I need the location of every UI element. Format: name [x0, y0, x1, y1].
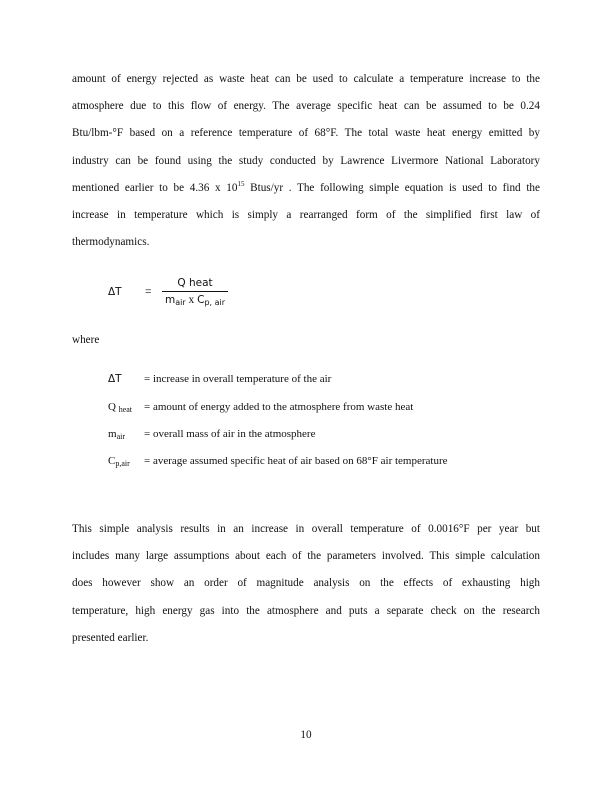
subscript: heat: [118, 405, 133, 414]
fraction-denominator: [162, 294, 228, 309]
temperature-equation: [108, 277, 308, 317]
equals-sign: =: [145, 286, 152, 298]
fraction: [162, 277, 228, 309]
definition-symbol: [108, 428, 144, 441]
paragraph-waste-heat: [72, 66, 540, 256]
exponent: 15: [237, 179, 245, 188]
page-number: 10: [300, 729, 312, 741]
text-line: This simple analysis results in an increase in overall temperature of 0.0016°F per year but: [72, 523, 540, 535]
where-label: where: [72, 334, 100, 346]
definition-text: = average assumed specific heat of air based on 68°F air temperature: [144, 455, 448, 467]
text-line: does however show an order of magnitude analysis on the effects of exhausting high: [72, 577, 540, 590]
equation-lhs: ΔT: [108, 286, 122, 298]
text-fragment: mentioned earlier to be 4.36 x 10: [72, 181, 238, 194]
text-line: presented earlier.: [72, 631, 149, 644]
definition-symbol: [108, 455, 144, 468]
text-line: temperature, high energy gas into the atmosphere and puts a separate check on the research: [72, 604, 540, 617]
symbol-q: Q: [177, 277, 186, 289]
paragraph-analysis-result: [72, 516, 540, 652]
text-line-with-exponent: [72, 175, 540, 202]
text-fragment: Btus/yr . The following simple equation is used to find the: [244, 181, 540, 194]
times-sign: x: [185, 294, 198, 306]
definition-text: = overall mass of air in the atmosphere: [144, 428, 316, 440]
text-line: increase in temperature which is simply a rearranged form of the simplified first law of: [72, 208, 540, 221]
text-line: industry can be found using the study conducted by Lawrence Livermore National Laboratory: [72, 154, 540, 167]
subscript: air: [116, 432, 125, 441]
subscript-p-air: p, air: [204, 298, 226, 307]
definition-text: = amount of energy added to the atmosphere from waste heat: [144, 401, 414, 413]
symbol-c: C: [197, 294, 205, 306]
text-line: atmosphere due to this flow of energy. The average specific heat can be assumed to be 0.24: [72, 100, 540, 113]
subscript-heat: heat: [188, 277, 213, 289]
subscript: p,air: [115, 459, 130, 468]
text-line: Btu/lbm-°F based on a reference temperature of 68°F. The total waste heat energy emitted by: [72, 127, 540, 140]
definition-symbol: ΔT: [108, 373, 122, 385]
fraction-numerator: [162, 277, 228, 290]
definition-symbol: [108, 401, 144, 414]
symbol: Q: [108, 401, 116, 413]
fraction-bar: [162, 291, 228, 292]
definition-text: = increase in overall temperature of the air: [144, 373, 332, 385]
text-line: amount of energy rejected as waste heat can be used to calculate a temperature increase to the: [72, 73, 540, 85]
symbol: m: [108, 428, 117, 440]
text-line: thermodynamics.: [72, 236, 150, 249]
subscript-air: air: [175, 298, 186, 307]
symbol: C: [108, 455, 116, 467]
text-line: includes many large assumptions about each of the parameters involved. This simple calculation: [72, 550, 540, 563]
symbol-m: m: [164, 294, 176, 306]
